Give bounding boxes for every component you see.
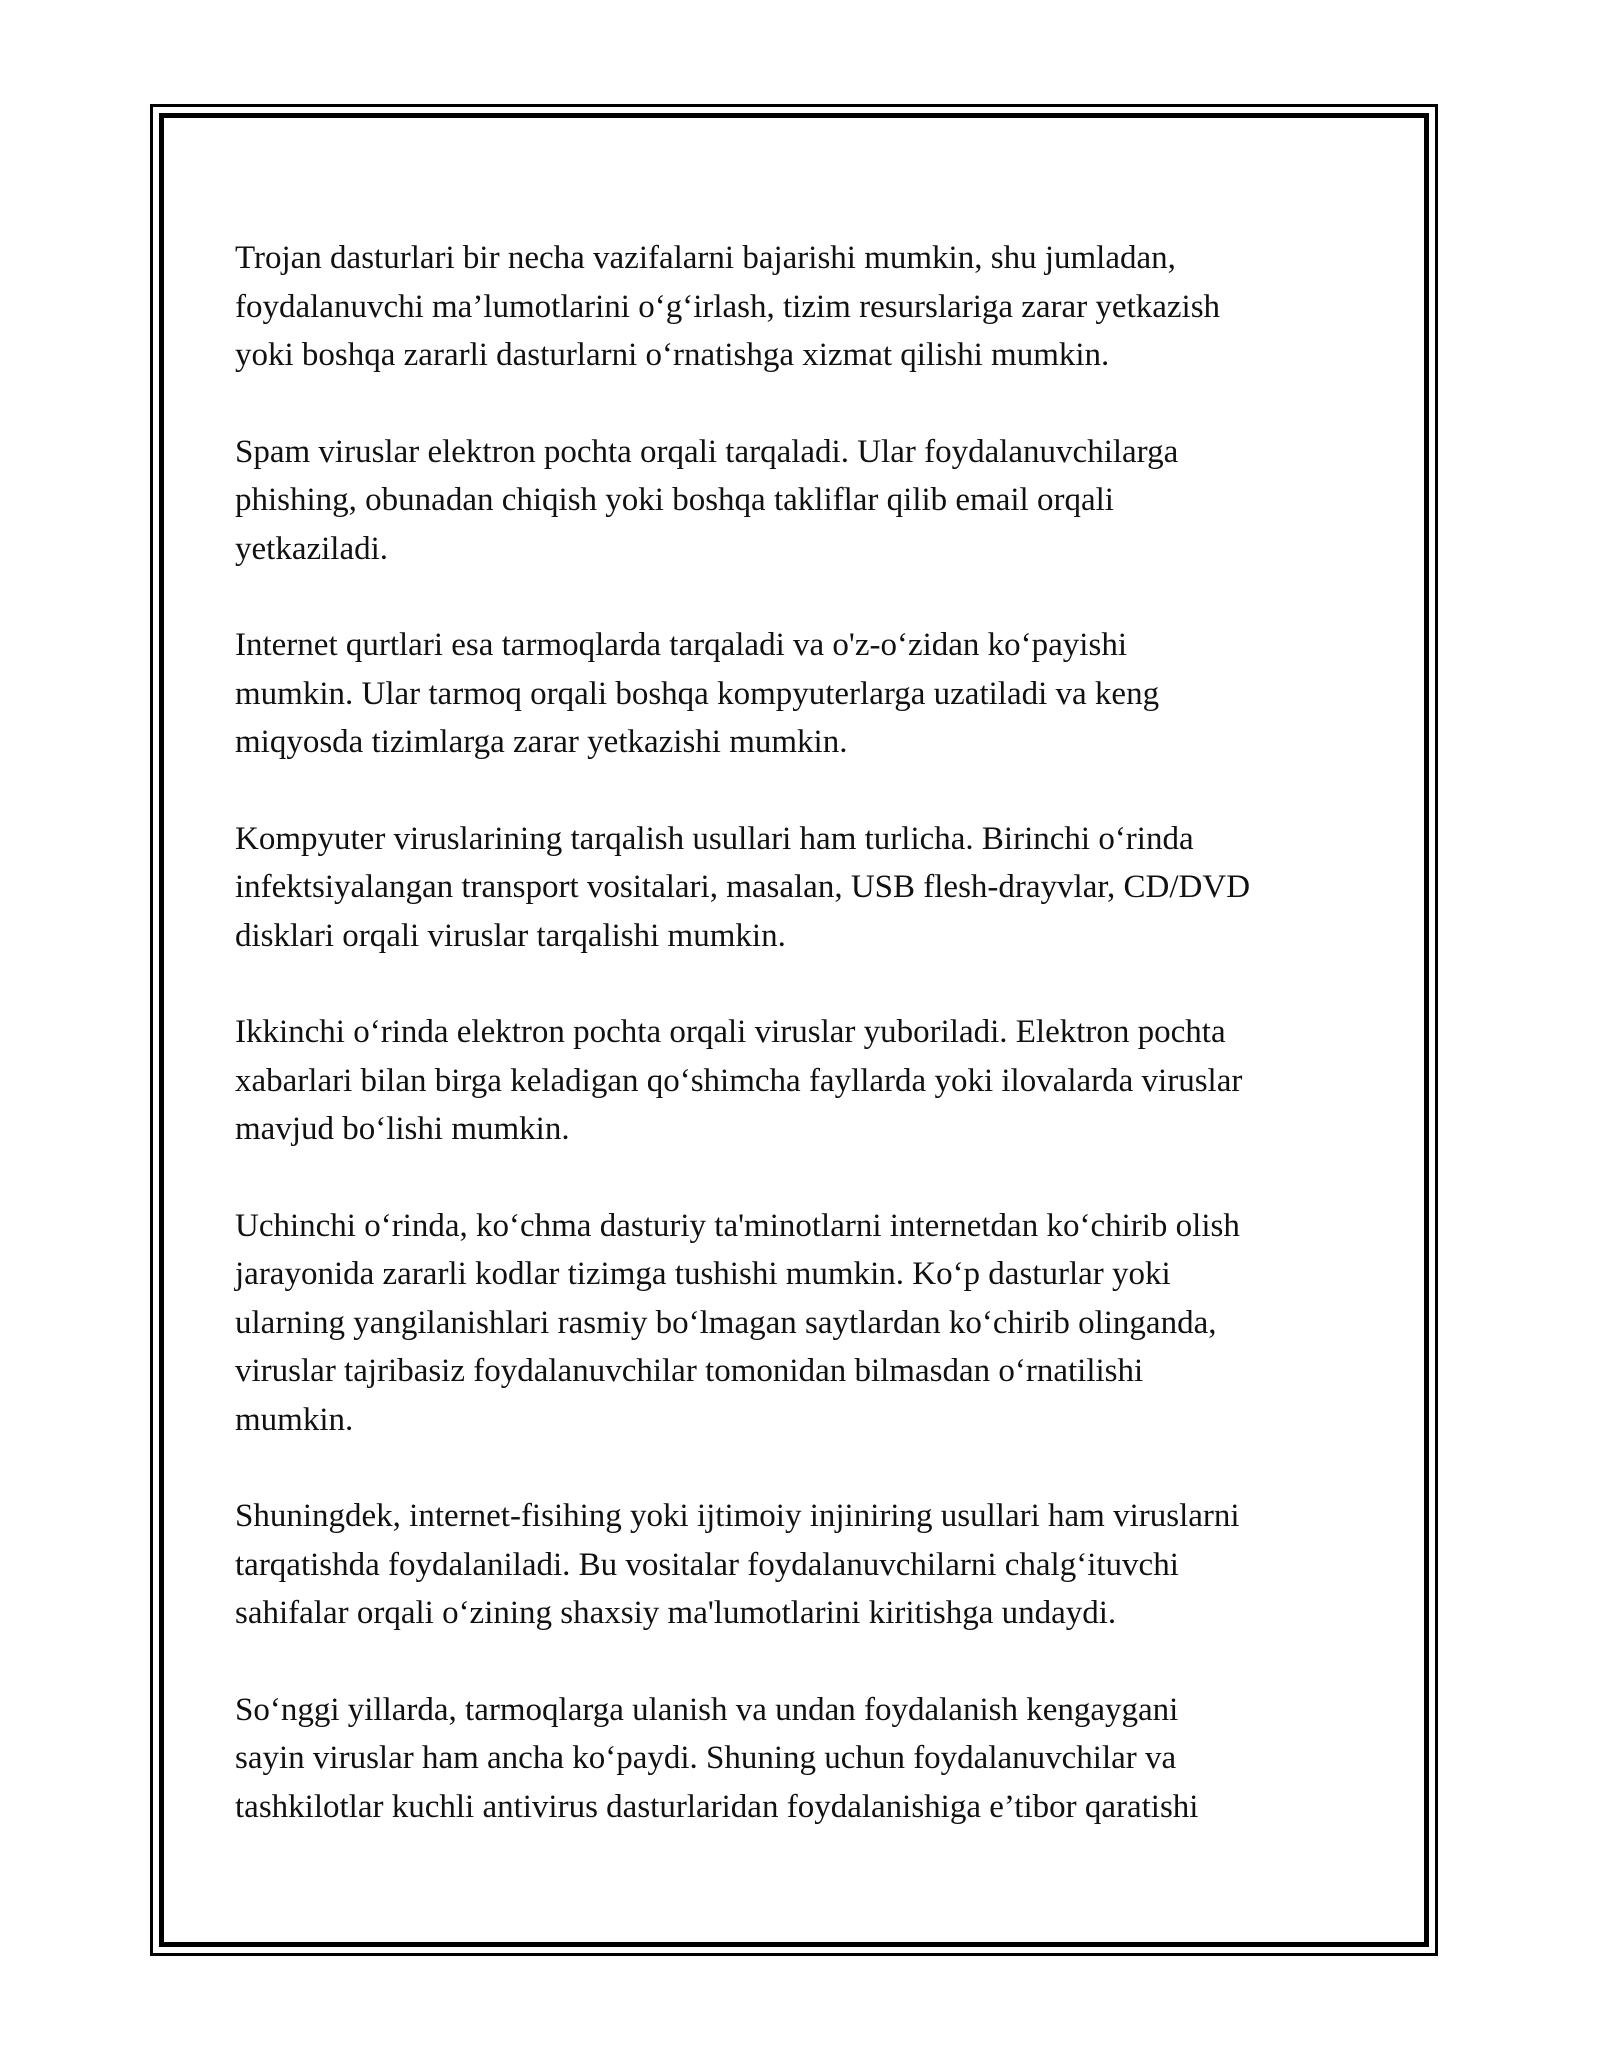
text-line: Internet qurtlari esa tarmoqlarda tarqaladi va o'z-o‘zidan ko‘payishi [235, 627, 1127, 663]
text-line: sayin viruslar ham ancha ko‘paydi. Shuning uchun foydalanuvchilar va [235, 1740, 1177, 1776]
text-line: mumkin. [235, 1401, 354, 1438]
text-line: ularning yangilanishlari rasmiy bo‘lmagan saytlardan ko‘chirib olinganda, [235, 1304, 1217, 1341]
paragraph-worms [235, 621, 1375, 767]
paragraph-trojan [235, 234, 1375, 380]
text-line: So‘nggi yillarda, tarmoqlarga ulanish va undan foydalanish kengaygani [235, 1691, 1179, 1728]
text-line: xabarlari bilan birga keladigan qo‘shimcha fayllarda yoki ilovalarda viruslar [235, 1062, 1243, 1099]
paragraph-downloads [235, 1202, 1375, 1445]
text-line: Ikkinchi o‘rinda elektron pochta orqali viruslar yuboriladi. Elektron pochta [235, 1014, 1226, 1050]
text-line: jarayonida zararli kodlar tizimga tushishi mumkin. Ko‘p dasturlar yoki [235, 1256, 1171, 1292]
text-line: foydalanuvchi ma’lumotlarini o‘g‘irlash, tizim resurslariga zarar yetkazish [235, 288, 1221, 325]
paragraph-email [235, 1008, 1375, 1154]
text-line: Shuningdek, internet-fisihing yoki ijtimoiy injiniring usullari ham viruslarni [235, 1498, 1240, 1534]
text-line: viruslar tajribasiz foydalanuvchilar tomonidan bilmasdan o‘rnatilishi [235, 1353, 1144, 1389]
paragraph-spam [235, 428, 1375, 574]
text-line: infektsiyalangan transport vositalari, masalan, USB flesh-drayvlar, CD/DVD [235, 869, 1251, 905]
text-line: phishing, obunadan chiqish yoki boshqa takliflar qilib email orqali [235, 482, 1114, 518]
text-line: tashkilotlar kuchli antivirus dasturlaridan foydalanishiga e’tibor qaratishi [235, 1788, 1199, 1825]
paragraph-recent-years [235, 1686, 1375, 1832]
text-line: miqyosda tizimlarga zarar yetkazishi mumkin. [235, 724, 848, 760]
text-line: Kompyuter viruslarining tarqalish usullari ham turlicha. Birinchi o‘rinda [235, 820, 1194, 857]
text-line: yetkaziladi. [235, 530, 389, 567]
paragraph-spread-methods [235, 815, 1375, 961]
text-line: disklari orqali viruslar tarqalishi mumkin. [235, 917, 786, 954]
text-line: mumkin. Ular tarmoq orqali boshqa kompyuterlarga uzatiladi va keng [235, 675, 1160, 712]
paragraph-phishing [235, 1492, 1375, 1638]
text-line: tarqatishda foydalaniladi. Bu vositalar foydalanuvchilarni chalg‘ituvchi [235, 1546, 1179, 1583]
text-line: Trojan dasturlari bir necha vazifalarni bajarishi mumkin, shu jumladan, [235, 240, 1176, 276]
text-line: yoki boshqa zararli dasturlarni o‘rnatishga xizmat qilishi mumkin. [235, 337, 1110, 373]
text-line: Spam viruslar elektron pochta orqali tarqaladi. Ular foydalanuvchilarga [235, 433, 1179, 470]
text-line: sahifalar orqali o‘zining shaxsiy ma'lumotlarini kiritishga undaydi. [235, 1595, 1117, 1631]
text-line: mavjud bo‘lishi mumkin. [235, 1111, 570, 1147]
document-body [235, 234, 1375, 1879]
text-line: Uchinchi o‘rinda, ko‘chma dasturiy ta'minotlarni internetdan ko‘chirib olish [235, 1207, 1240, 1244]
